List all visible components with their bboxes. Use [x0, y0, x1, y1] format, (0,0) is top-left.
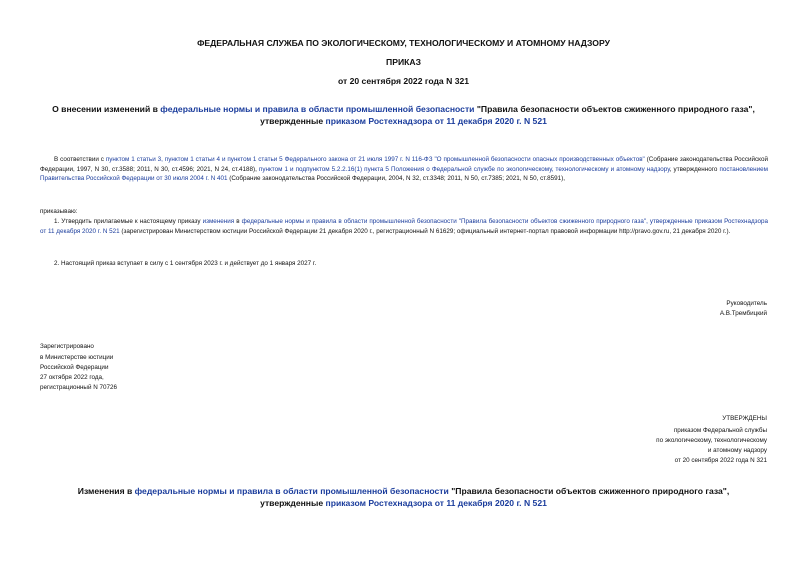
- signature-block: [720, 299, 767, 319]
- agency-name: ФЕДЕРАЛЬНАЯ СЛУЖБА ПО ЭКОЛОГИЧЕСКОМУ, ТЕХНОЛОГИЧЕСКОМУ И АТОМНОМУ НАДЗОРУ: [197, 38, 610, 48]
- item-1-paragraph: [40, 217, 768, 236]
- changes-title-prefix: Изменения в: [77, 486, 135, 496]
- registration-line: в Министерстве юстиции: [40, 354, 114, 361]
- item-1-text: в: [234, 218, 242, 225]
- title-link-norms[interactable]: федеральные нормы и правила в области промышленной безопасности: [160, 104, 475, 114]
- item-1-link-order[interactable]: приказом Ростехнадзора от 11 декабря 2020 г. N 521: [40, 218, 768, 235]
- changes-title: [0, 485, 807, 509]
- title-link-order[interactable]: приказом Ростехнадзора от 11 декабря 2020 г. N 521: [325, 116, 547, 126]
- title-quoted: "Правила безопасности объектов сжиженного природного газа",: [474, 104, 755, 114]
- preamble-paragraph: [40, 155, 768, 184]
- approved-line: от 20 сентября 2022 года N 321: [674, 457, 767, 464]
- approved-line: УТВЕРЖДЕНЫ: [722, 415, 767, 422]
- title-line2-prefix: утвержденные: [260, 116, 326, 126]
- signature-name: А.В.Трембицкий: [719, 310, 767, 317]
- changes-title-link-order[interactable]: приказом Ростехнадзора от 11 декабря 2020 г. N 521: [325, 498, 547, 508]
- order-title: [0, 103, 807, 127]
- changes-title-quoted: "Правила безопасности объектов сжиженного природного газа",: [448, 486, 730, 496]
- changes-title-link-norms[interactable]: федеральные нормы и правила в области промышленной безопасности: [134, 486, 449, 496]
- item-1-text: (зарегистрирован Министерством юстиции Российской Федерации 21 декабря 2020 г., регистрационный N 61629; официальный интернет-портал правовой информации http://pravo.gov.ru, 21 декабря 2020 г.).: [119, 227, 731, 235]
- item-1-link-changes[interactable]: изменения: [202, 218, 235, 225]
- title-prefix: О внесении изменений в: [52, 104, 161, 114]
- changes-title-line2-prefix: утвержденные: [260, 498, 326, 508]
- preamble-link-regulation[interactable]: пунктом 1 и подпунктом 5.2.2.16(1) пункта 5 Положения о Федеральной службе по экологическому, технологическому и атомному надзору: [258, 165, 670, 173]
- item-1-text: 1. Утвердить прилагаемые к настоящему приказу: [54, 218, 203, 225]
- item-2-paragraph: 2. Настоящий приказ вступает в силу с 1 сентября 2023 г. и действует до 1 января 2027 г.: [54, 260, 317, 267]
- registration-line: Российской Федерации: [40, 364, 109, 371]
- signature-role: Руководитель: [726, 300, 767, 307]
- registration-line: регистрационный N 70726: [40, 384, 118, 391]
- preamble-text: (Собрание законодательства Российской Федерации, 1997, N 30, ст.3588; 2011, N 30, ст.4596; 2021, N 24, ст.4188),: [40, 156, 768, 173]
- registration-line: 27 октября 2022 года,: [40, 374, 104, 381]
- preamble-text: , утвержденного: [669, 165, 720, 173]
- order-word: приказываю:: [40, 208, 78, 215]
- preamble-link-decree[interactable]: постановлением Правительства Российской Федерации от 30 июля 2004 г. N 401: [40, 165, 768, 183]
- approved-line: приказом Федеральной службы: [673, 427, 767, 434]
- item-1-link-norms[interactable]: федеральные нормы и правила в области промышленной безопасности "Правила безопасности объектов сжиженного природного газа", утвержденные: [241, 218, 693, 225]
- registration-block: [40, 342, 117, 393]
- approved-line: и атомному надзору: [707, 447, 767, 454]
- preamble-text: (Собрание законодательства Российской Федерации, 2004, N 32, ст.3348; 2011, N 50, ст.7385; 2021, N 50, ст.8591),: [227, 175, 566, 183]
- preamble-link-law[interactable]: пунктом 1 статьи 3, пунктом 1 статьи 4 и пунктом 1 статьи 5 Федерального закона от 21 июля 1997 г. N 116-ФЗ "О промышленной безопасности опасных производственных объектов": [105, 156, 645, 163]
- approved-line: по экологическому, технологическому: [656, 437, 767, 444]
- approved-block: [656, 414, 767, 466]
- preamble-text: В соответствии с: [54, 156, 106, 163]
- registration-line: Зарегистрировано: [40, 343, 94, 350]
- doc-type: ПРИКАЗ: [386, 57, 421, 67]
- doc-date: от 20 сентября 2022 года N 321: [337, 76, 470, 86]
